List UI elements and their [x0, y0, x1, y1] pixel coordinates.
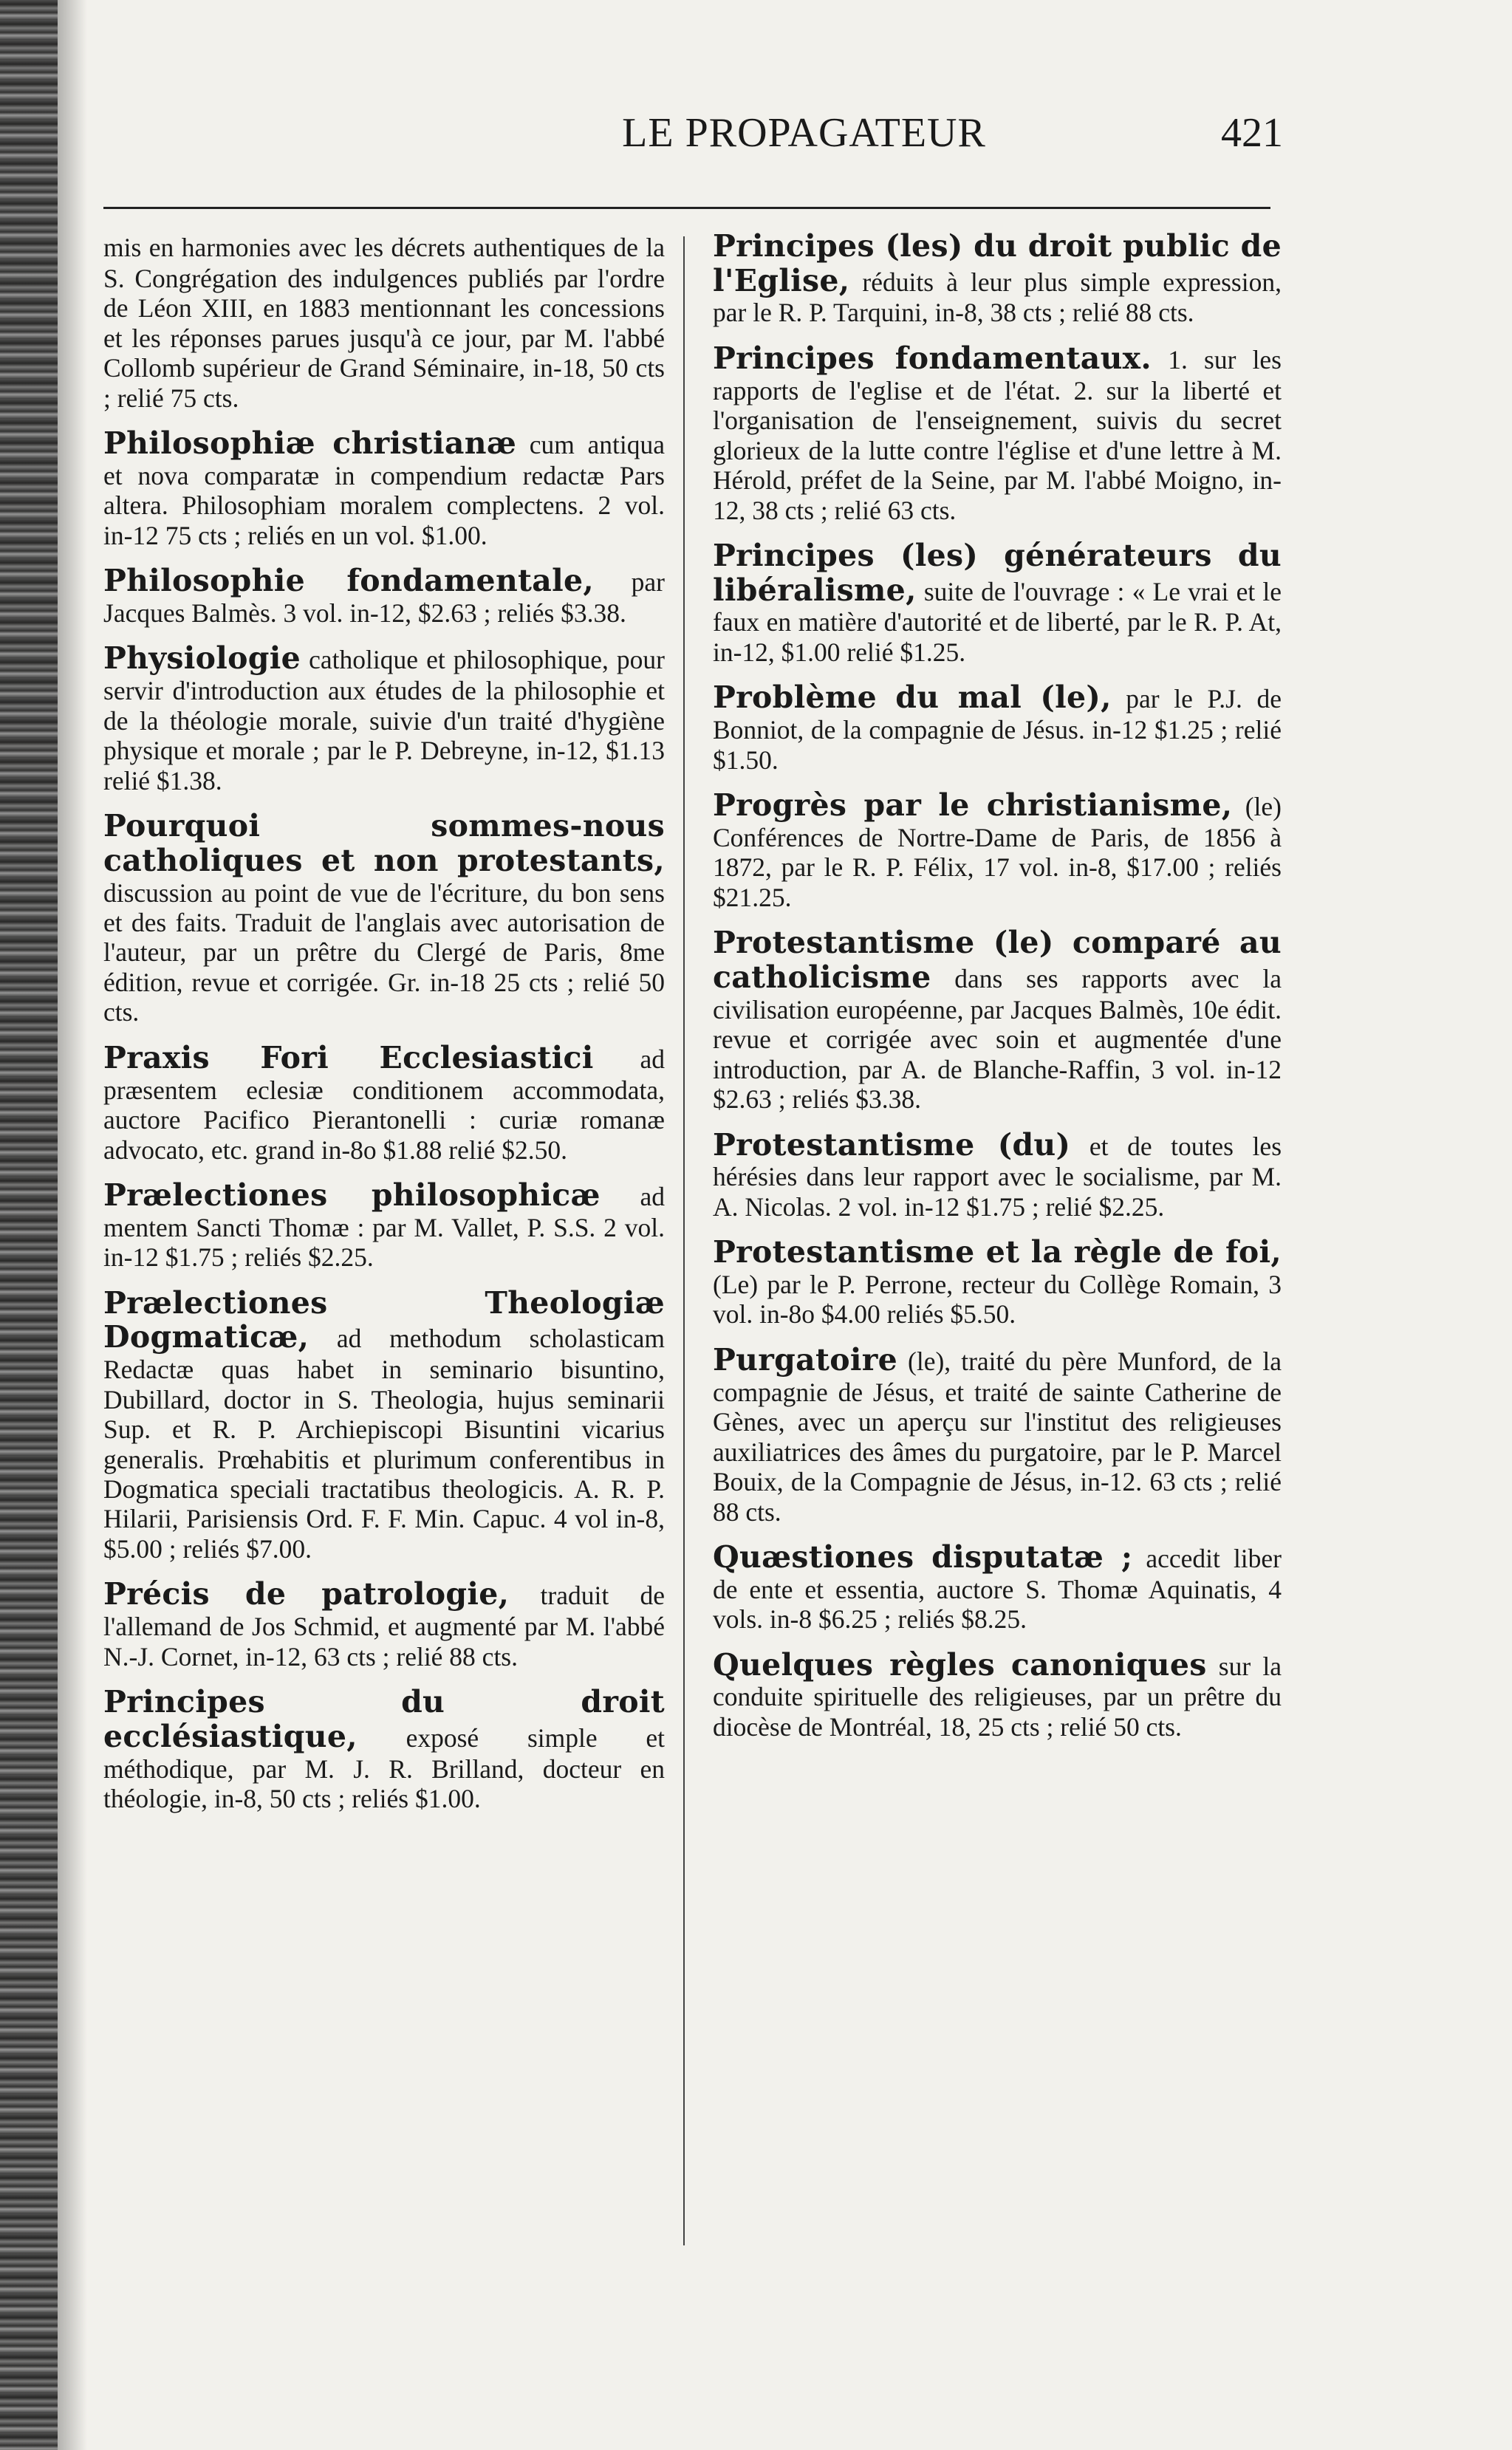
entry-body: par le P.J. de Bonniot, de la compagnie de Jésus. in-12 $1.25 ; relié $1.50.	[713, 684, 1282, 775]
right-column	[713, 229, 1282, 1755]
catalog-entry	[713, 1648, 1282, 1742]
entry-title: Protestantisme et la règle de foi,	[713, 1234, 1282, 1270]
entry-title: Purgatoire	[713, 1341, 898, 1378]
entry-body: ad mentem Sancti Thomæ : par M. Vallet, P. S.S. 2 vol. in-12 $1.75 ; reliés $2.25.	[103, 1181, 665, 1273]
catalog-entry	[103, 426, 665, 550]
entry-body: traduit de l'allemand de Jos Schmid, et augmenté par M. l'abbé N.-J. Cornet, in-12, 63 cts ; relié 88 cts.	[103, 1581, 665, 1671]
catalog-entry	[713, 538, 1282, 667]
entry-title: Principes du droit ecclésiastique,	[103, 1684, 665, 1754]
entry-body: dans ses rapports avec la civilisation européenne, par Jacques Balmès, 10e édit. revue et corrigée avec soin et augmentée d'une introduction, par A. de Blanche-Raffin, 3 vol. in-12 $2.63 ; reliés $3.38.	[713, 963, 1282, 1115]
catalog-entry	[713, 788, 1282, 912]
catalog-entry	[103, 1178, 665, 1273]
entry-title: Quæstiones disputatæ ;	[713, 1539, 1133, 1575]
entry-title: Praxis Fori Ecclesiastici	[103, 1039, 594, 1075]
entry-body: réduits à leur plus simple expression, par le R. P. Tarquini, in-8, 38 cts ; relié 88 cts.	[713, 267, 1282, 328]
catalog-entry	[103, 229, 665, 413]
catalog-entry	[713, 680, 1282, 775]
entry-body: 1. sur les rapports de l'eglise et de l'état. 2. sur la liberté et l'organisation de l'enseignement, suivis du secret glorieux de la lutte contre l'église et d'une lettre à M. Hérold, préfet de la Seine, par M. l'abbé Moigno, in-12, 38 cts ; relié 63 cts.	[713, 344, 1282, 525]
entry-body: catholique et philosophique, pour servir d'introduction aux études de la philosophie et de la théologie morale, suivie d'un traité d'hygiène physique et morale ; par le P. Debreyne, in-12, $1.13 relié $1.38.	[103, 645, 665, 795]
scan-binding-edge	[0, 0, 58, 2450]
entry-title: Prælectiones philosophicæ	[103, 1177, 601, 1213]
entry-body: (Le) par le P. Perrone, recteur du Collège Romain, 3 vol. in-8o $4.00 reliés $5.50.	[713, 1269, 1282, 1330]
entry-body: cum antiqua et nova comparatæ in compendium redactæ Pars altera. Philosophiam moralem complectens. 2 vol. in-12 75 cts ; reliés en un vol. $1.00.	[103, 430, 666, 550]
catalog-entry	[103, 641, 665, 795]
entry-body: exposé simple et méthodique, par M. J. R. Brilland, docteur en théologie, in-8, 50 cts ; reliés $1.00.	[103, 1722, 665, 1814]
entry-title: Progrès par le christianisme,	[713, 787, 1233, 824]
page-header	[96, 109, 1512, 176]
entry-title: Physiologie	[103, 640, 301, 677]
entry-body: et de toutes les hérésies dans leur rapport avec le socialisme, par M. A. Nicolas. 2 vol. in-12 $1.75 ; relié $2.25.	[713, 1131, 1282, 1222]
catalog-entry	[713, 341, 1282, 525]
catalog-entry	[103, 1685, 665, 1813]
catalog-entry	[103, 1577, 665, 1671]
running-title: LE PROPAGATEUR	[622, 110, 986, 156]
entry-title: Principes (les) du droit public de l'Eglise,	[713, 228, 1282, 298]
page-number: 421	[1221, 110, 1283, 156]
entry-body: par Jacques Balmès. 3 vol. in-12, $2.63 ; reliés $3.38.	[103, 567, 665, 628]
catalog-entry	[713, 229, 1282, 328]
catalog-entry	[103, 1041, 665, 1165]
entry-body: mis en harmonies avec les décrets authentiques de la S. Congrégation des indulgences publiés par l'ordre de Léon XIII, en 1883 mentionnant les concessions et les réponses parues jusqu'à ce jour, par M. l'abbé Collomb supérieur de Grand Séminaire, in-18, 50 cts ; relié 75 cts.	[103, 233, 665, 413]
entry-title: Quelques règles canoniques	[713, 1646, 1207, 1683]
column-divider	[683, 236, 685, 2245]
entry-title: Prælectiones Theologiæ Dogmaticæ,	[103, 1284, 665, 1355]
entry-body: (le) Conférences de Nortre-Dame de Paris, de 1856 à 1872, par le R. P. Félix, 17 vol. in-8, $17.00 ; reliés $21.25.	[713, 792, 1282, 912]
catalog-entry	[713, 1343, 1282, 1527]
entry-title: Philosophie fondamentale,	[103, 563, 594, 599]
catalog-entry	[713, 1128, 1282, 1222]
entry-body: suite de l'ouvrage : « Le vrai et le faux en matière d'autorité et de liberté, par le R. P. At, in-12, $1.00 relié $1.25.	[713, 576, 1282, 667]
catalog-entry	[103, 809, 665, 1027]
catalog-entry	[713, 1540, 1282, 1635]
catalog-entry	[713, 925, 1282, 1114]
catalog-entry	[713, 1235, 1282, 1330]
catalog-entry	[103, 564, 665, 628]
entry-title: Pourquoi sommes-nous catholiques et non protestants,	[103, 808, 665, 878]
entry-title: Philosophiæ christianæ	[103, 425, 517, 462]
entry-title: Principes fondamentaux.	[713, 340, 1152, 376]
entry-body: ad præsentem eclesiæ conditionem accommodata, auctore Pacifico Pierantonelli : curiæ romanæ advocato, etc. grand in-8o $1.88 relié $2.50.	[103, 1044, 665, 1165]
entry-title: Principes (les) générateurs du libéralisme,	[713, 538, 1282, 608]
entry-title: Problème du mal (le),	[713, 680, 1112, 716]
entry-body: discussion au point de vue de l'écriture, du bon sens et des faits. Traduit de l'anglais avec autorisation de l'auteur, par un prêtre du Clergé de Paris, 8me édition, revue et corrigée. Gr. in-18 25 cts ; relié 50 cts.	[103, 877, 665, 1027]
header-rule	[103, 207, 1270, 209]
entry-body: accedit liber de ente et essentia, auctore S. Thomæ Aquinatis, 4 vols. in-8 $6.25 ; reliés $8.25.	[713, 1544, 1282, 1635]
entry-title: Protestantisme (du)	[713, 1126, 1071, 1163]
scan-shadow	[58, 0, 87, 2450]
entry-body: (le), traité du père Munford, de la compagnie de Jésus, et traité de sainte Catherine de Gènes, avec un aperçu sur l'institut des religieuses auxiliatrices des âmes du purgatoire, par le P. Marcel Bouix, de la Compagnie de Jésus, in-12. 63 cts ; relié 88 cts.	[713, 1346, 1282, 1527]
catalog-entry	[103, 1286, 665, 1564]
entry-title: Protestantisme (le) comparé au catholicisme	[713, 925, 1282, 995]
entry-body: ad methodum scholasticam Redactæ quas habet in seminario bisuntino, Dubillard, doctor in S. Theologia, hujus seminarii Sup. et R. P. Archiepiscopi Bisuntini vicarius generalis. Prœhabitis et plurimum conferentibus in Dogmatica speciali tractatibus theologicis. A. R. P. Hilarii, Parisiensis Ord. F. F. Min. Capuc. 4 vol in-8, $5.00 ; reliés $7.00.	[103, 1324, 665, 1564]
entry-body: sur la conduite spirituelle des religieuses, par un prêtre du diocèse de Montréal, 18, 25 cts ; relié 50 cts.	[713, 1651, 1282, 1742]
left-column	[103, 229, 665, 1827]
entry-title: Précis de patrologie,	[103, 1576, 510, 1612]
